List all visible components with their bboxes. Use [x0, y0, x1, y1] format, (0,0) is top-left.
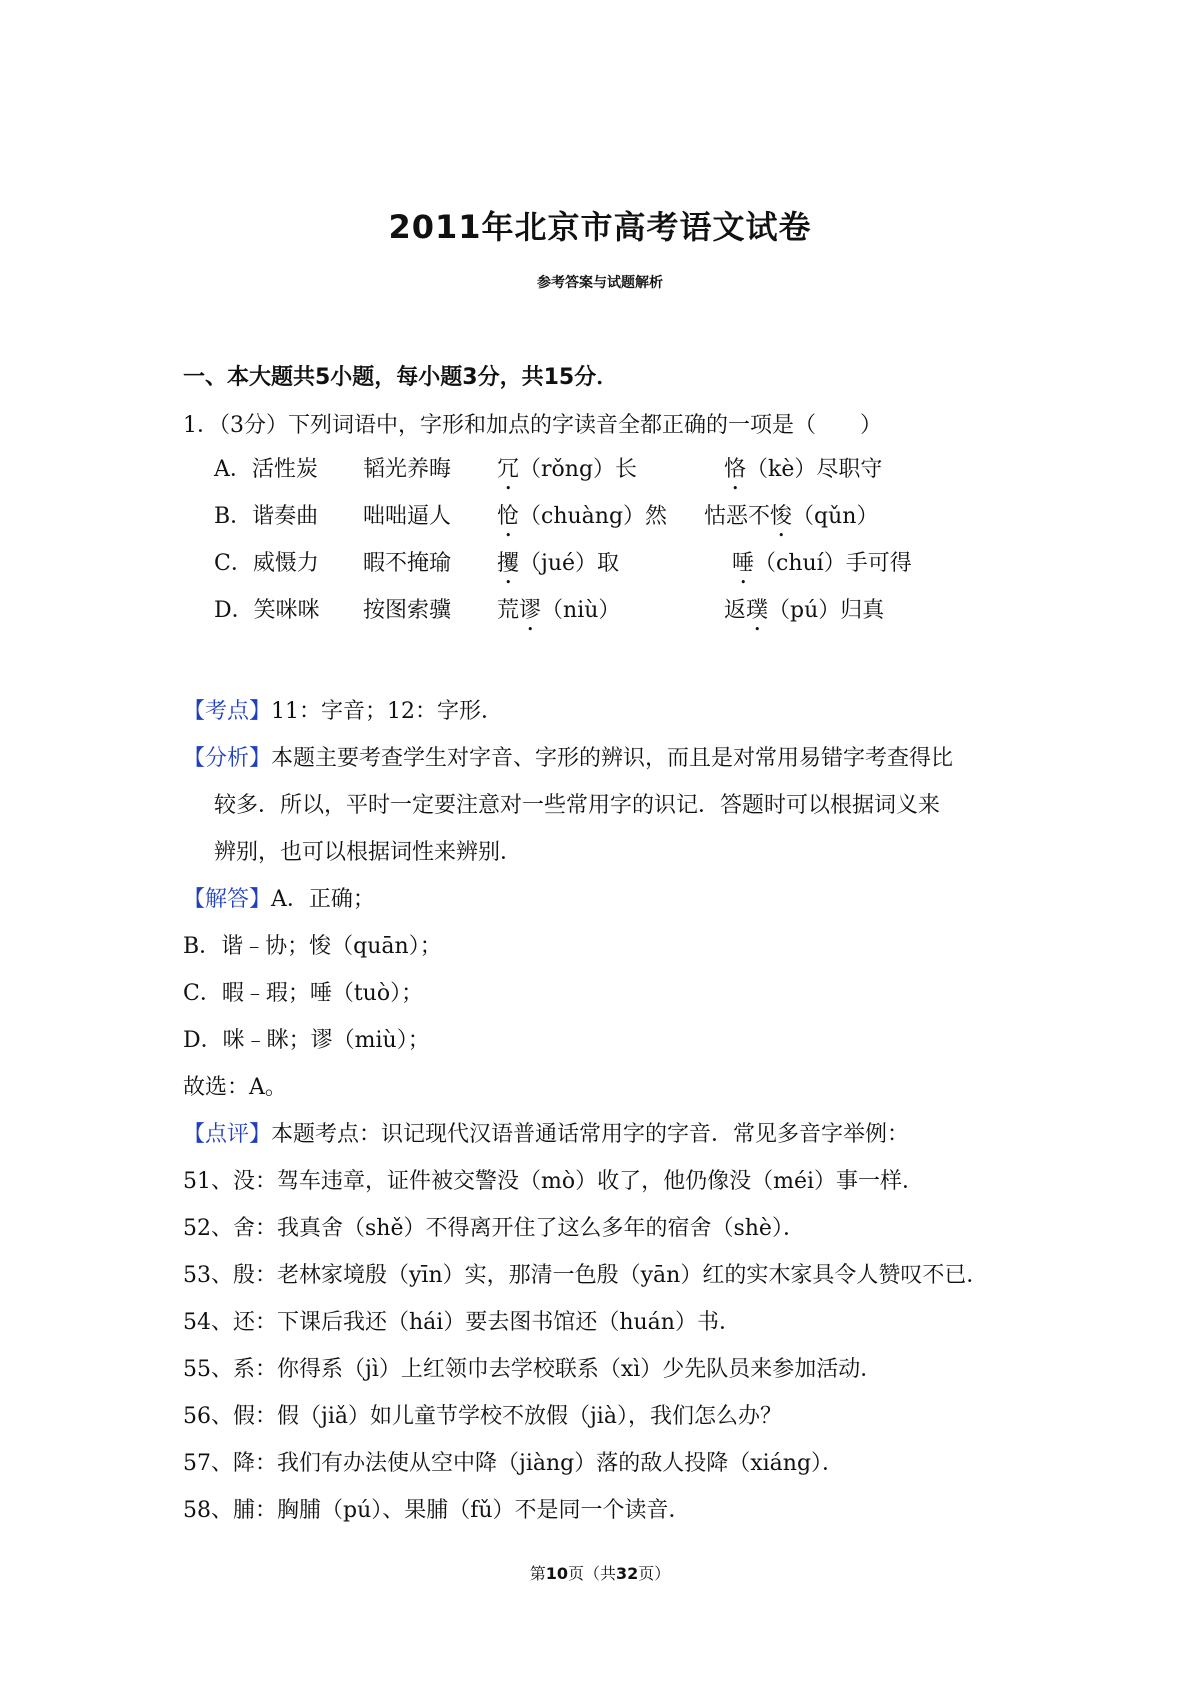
option-col-4: 唾（chuí）手可得: [732, 551, 912, 576]
option-col-4: 怙恶不悛（qǔn）: [704, 504, 879, 529]
page-number: 10: [545, 1564, 568, 1583]
fenxi-line-3: 辨别，也可以根据词性来辨别．: [214, 840, 523, 865]
page-title: 2011年北京市高考语文试卷: [388, 208, 812, 246]
fenxi-text: 本题主要考查学生对字音、字形的辨识，而且是对常用易错字考查得比: [271, 746, 954, 771]
dianping-line: [183, 1117, 909, 1148]
question-stem: 1．（3分）下列词语中，字形和加点的字读音全都正确的一项是（ ）: [183, 413, 882, 438]
fenxi-tag: 【分析】: [183, 746, 272, 771]
fenxi-line-2: 较多．所以，平时一定要注意对一些常用字的识记．答题时可以根据词义来: [214, 793, 941, 818]
option-a: [214, 452, 974, 486]
answer-line: D．咪﹣眯；谬（miù）；: [183, 1028, 430, 1053]
option-col-1: B．谐奏曲: [214, 504, 319, 529]
example-line: 52、舍：我真舍（shě）不得离开住了这么多年的宿舍（shè）．: [183, 1216, 805, 1241]
example-line: 53、殷：老林家境殷（yīn）实，那清一色殷（yān）红的实木家具令人赞叹不已．: [183, 1263, 989, 1288]
option-col-3: 攫（jué）取: [497, 551, 620, 576]
example-line: 56、假：假（jiǎ）如儿童节学校不放假（jià），我们怎么办？: [183, 1404, 782, 1429]
option-col-2: 韬光养晦: [363, 457, 452, 482]
dianping-text: 本题考点：识记现代汉语普通话常用字的字音．常见多音字举例：: [271, 1122, 910, 1147]
option-col-3: 荒谬（niù）: [497, 598, 621, 623]
page-total: 32: [616, 1564, 639, 1583]
kaodian-line: [183, 694, 503, 725]
dianping-tag: 【点评】: [183, 1122, 272, 1147]
option-col-2: 暇不掩瑜: [363, 551, 452, 576]
option-col-1: A．活性炭: [214, 457, 318, 482]
option-col-1: D．笑咪咪: [214, 598, 320, 623]
page-subtitle: 参考答案与试题解析: [537, 275, 663, 291]
option-b: [214, 499, 974, 533]
option-col-2: 咄咄逼人: [363, 504, 452, 529]
answer-line: B．谐﹣协；悛（quān）；: [183, 934, 442, 959]
fenxi-line: [183, 741, 953, 772]
example-line: 51、没：驾车违章，证件被交警没（mò）收了，他仍像没（méi）事一样．: [183, 1169, 925, 1194]
page-footer: 第10页（共32页）: [529, 1564, 671, 1583]
example-line: 58、脯：胸脯（pú）、果脯（fǔ）不是同一个读音．: [183, 1498, 691, 1523]
example-line: 57、降：我们有办法使从空中降（jiàng）落的敌人投降（xiáng）．: [183, 1451, 845, 1476]
option-col-1: C．威慑力: [214, 551, 319, 576]
jieda-tag: 【解答】: [183, 887, 272, 912]
option-c: [214, 546, 974, 580]
option-col-3: 怆（chuàng）然: [497, 504, 668, 529]
option-col-3: 冗（rǒng）长: [497, 457, 638, 482]
option-d: [214, 593, 974, 627]
answer-line: C．暇﹣瑕；唾（tuò）；: [183, 981, 424, 1006]
example-line: 55、系：你得系（jì）上红领巾去学校联系（xì）少先队员来参加活动．: [183, 1357, 883, 1382]
option-col-4: 返璞（pú）归真: [724, 598, 885, 623]
option-col-2: 按图索骥: [363, 598, 452, 623]
example-line: 54、还：下课后我还（hái）要去图书馆还（huán）书．: [183, 1310, 741, 1335]
kaodian-tag: 【考点】: [183, 699, 272, 724]
kaodian-text: 11：字音；12：字形．: [271, 699, 504, 724]
answer-line: 故选：A。: [183, 1075, 287, 1100]
jieda-text: A．正确；: [271, 887, 375, 912]
jieda-line: [183, 882, 375, 913]
section-heading: 一、本大题共5小题，每小题3分，共15分．: [183, 365, 619, 390]
option-col-4: 恪（kè）尽职守: [724, 457, 883, 482]
